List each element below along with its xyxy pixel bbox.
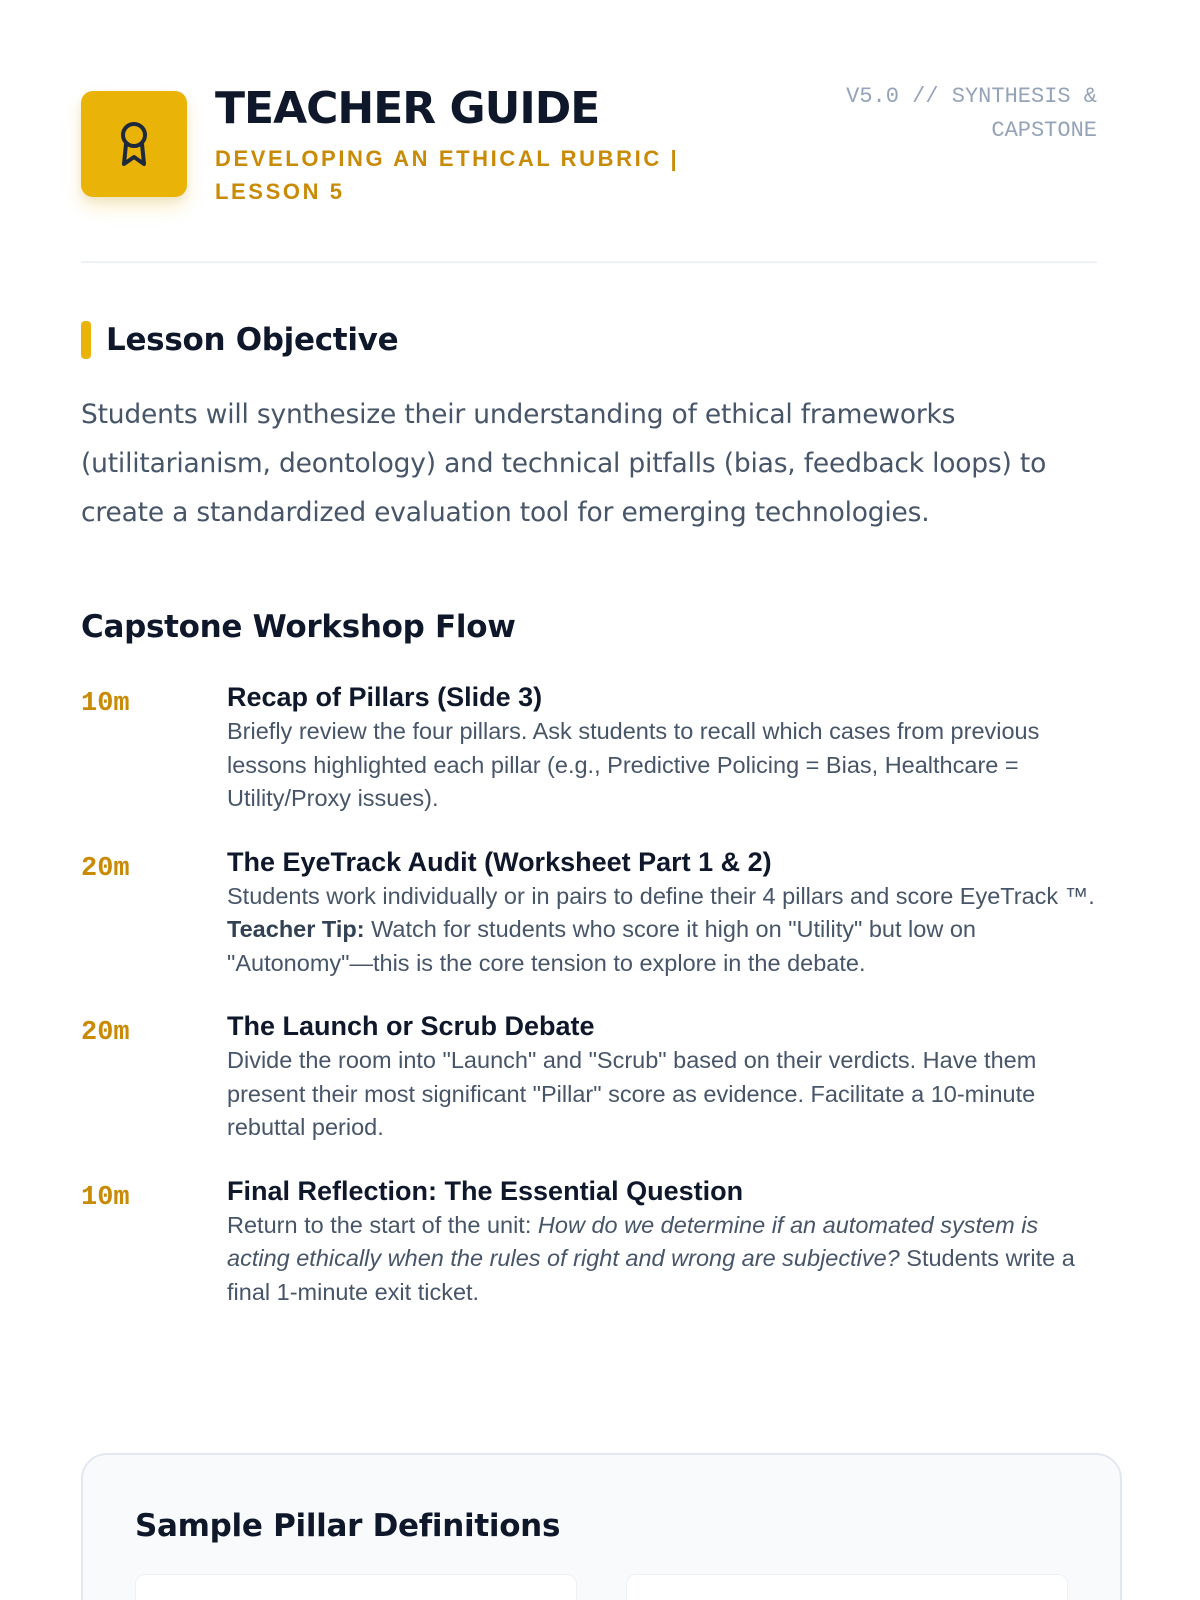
page-title: TEACHER GUIDE: [215, 83, 600, 134]
step-duration: 20m: [81, 853, 130, 884]
award-ribbon-icon: [114, 120, 154, 168]
accent-bar: [81, 321, 91, 359]
pillar-card: [135, 1574, 577, 1600]
step-item: [81, 1008, 1097, 1145]
version-label: V5.0 // SYNTHESIS & CAPSTONE: [846, 84, 1097, 143]
step-duration: 10m: [81, 1182, 130, 1213]
step-duration: 10m: [81, 689, 130, 719]
workshop-steps: [81, 679, 1097, 1309]
objective-heading-row: [81, 321, 1097, 359]
step-description: Divide the room into "Launch" and "Scrub" based on their verdicts. Have them present their most significant "Pillar" score as evidence. Facilitate a 10-minute rebuttal period.: [227, 1047, 1037, 1140]
pillar-card: [626, 1574, 1068, 1600]
award-badge: [81, 91, 187, 197]
header: [81, 0, 1097, 263]
step-item: [81, 844, 1097, 981]
page-subtitle: DEVELOPING AN ETHICAL RUBRIC | LESSON 5: [215, 146, 680, 205]
pillar-definitions-card: [81, 1453, 1122, 1600]
title-block: [215, 85, 695, 208]
step-title: Recap of Pillars (Slide 3): [227, 682, 543, 712]
step-description: Briefly review the four pillars. Ask students to recall which cases from previous lessons highlighted each pillar (e.g., Predictive Policing = Bias, Healthcare = Utility/Proxy issues).: [227, 718, 1040, 811]
pillar-definitions-heading: Sample Pillar Definitions: [135, 1508, 561, 1544]
teacher-tip-text: Watch for students who score it high on "Utility" but low on "Autonomy"—this is the core tension to explore in the debate.: [227, 916, 976, 976]
essential-question: How do we determine if an automated system is acting ethically when the rules of right and wrong are subjective?: [227, 1211, 1039, 1271]
step-title: Final Reflection: The Essential Question: [227, 1175, 744, 1206]
step-description-text: Students write a final 1-minute exit ticket.: [227, 1245, 1075, 1305]
step-description: [227, 880, 1097, 981]
pillar-grid: [135, 1574, 1068, 1600]
step-description: [227, 1209, 1097, 1310]
step-description-text: Students work individually or in pairs to define their 4 pillars and score EyeTrack ™.: [227, 882, 1095, 909]
step-item: [81, 1173, 1097, 1310]
teacher-tip-label: Teacher Tip:: [227, 916, 365, 942]
objective-text: Students will synthesize their understanding of ethical frameworks (utilitarianism, deontology) and technical pitfalls (bias, feedback loops) to create a standardized evaluation tool for emerging technologies.: [81, 399, 1047, 528]
step-description-text: Return to the start of the unit:: [227, 1211, 538, 1238]
objective-heading: Lesson Objective: [106, 322, 399, 358]
step-title: The EyeTrack Audit (Worksheet Part 1 & 2): [227, 846, 772, 877]
step-duration: 20m: [81, 1018, 130, 1048]
flow-heading: Capstone Workshop Flow: [81, 609, 516, 645]
step-item: [81, 679, 1097, 816]
step-title: The Launch or Scrub Debate: [227, 1011, 595, 1041]
